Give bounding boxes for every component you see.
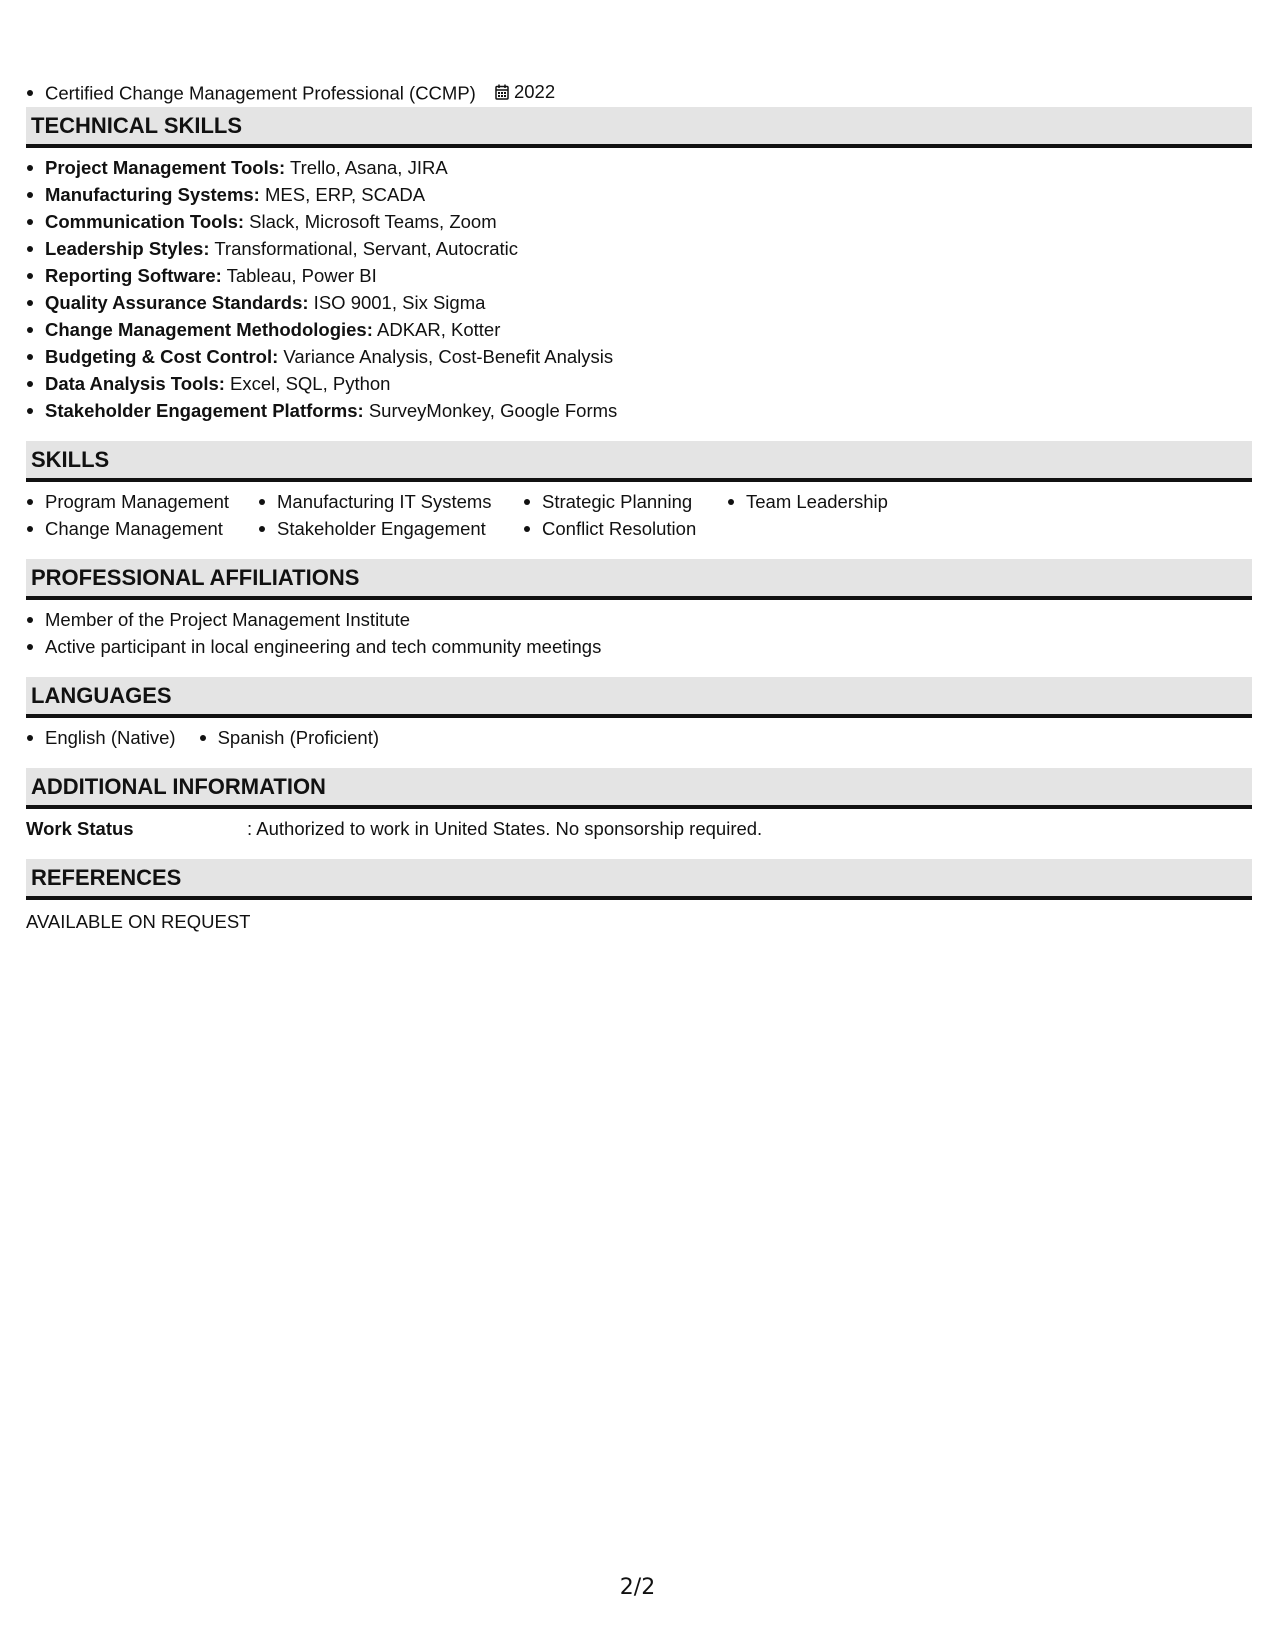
work-status-value: : Authorized to work in United States. No sponsorship required. — [247, 817, 763, 839]
technical-skill-value: Trello, Asana, JIRA — [285, 156, 448, 178]
technical-skill-item — [26, 235, 1252, 262]
certification-date — [495, 78, 555, 105]
languages-section — [26, 677, 1252, 751]
skills-section — [26, 441, 1252, 542]
affiliations-section — [26, 559, 1252, 660]
skill-item: Conflict Resolution — [523, 515, 727, 542]
languages-list — [26, 724, 1252, 751]
technical-skill-label: Change Management Methodologies: — [45, 318, 373, 340]
certification-name: Certified Change Management Professional (CCMP) — [45, 82, 476, 104]
technical-skill-item — [26, 289, 1252, 316]
technical-skill-item — [26, 370, 1252, 397]
technical-skill-label: Manufacturing Systems: — [45, 183, 260, 205]
technical-skill-item — [26, 181, 1252, 208]
affiliation-item: Member of the Project Management Institute — [26, 606, 1252, 633]
technical-skill-label: Project Management Tools: — [45, 156, 286, 178]
technical-skill-item — [26, 262, 1252, 289]
technical-skill-item — [26, 208, 1252, 235]
skills-column — [258, 488, 523, 542]
technical-skill-item — [26, 154, 1252, 181]
skill-item: Strategic Planning — [523, 488, 727, 515]
language-item: Spanish (Proficient) — [199, 724, 379, 751]
skills-heading: SKILLS — [26, 441, 1252, 482]
references-text: AVAILABLE ON REQUEST — [26, 910, 251, 932]
certification-item — [26, 78, 1252, 107]
technical-skill-value: ISO 9001, Six Sigma — [308, 291, 486, 313]
skill-item: Manufacturing IT Systems — [258, 488, 523, 515]
technical-skill-label: Communication Tools: — [45, 210, 245, 232]
references-heading: REFERENCES — [26, 859, 1252, 900]
technical-skill-item — [26, 316, 1252, 343]
technical-skills-section — [26, 107, 1252, 424]
additional-info-heading: ADDITIONAL INFORMATION — [26, 768, 1252, 809]
technical-skill-label: Data Analysis Tools: — [45, 372, 225, 394]
affiliations-list — [26, 606, 1252, 660]
technical-skill-label: Stakeholder Engagement Platforms: — [45, 399, 364, 421]
skills-column — [26, 488, 258, 542]
affiliations-heading: PROFESSIONAL AFFILIATIONS — [26, 559, 1252, 600]
page-number: 2/2 — [619, 1575, 656, 1600]
skills-column — [727, 488, 927, 542]
technical-skill-label: Quality Assurance Standards: — [45, 291, 309, 313]
technical-skill-item — [26, 397, 1252, 424]
work-status-label: Work Status — [26, 817, 134, 839]
skill-item: Change Management — [26, 515, 258, 542]
technical-skill-label: Leadership Styles: — [45, 237, 210, 259]
certification-year: 2022 — [513, 81, 556, 102]
technical-skill-value: MES, ERP, SCADA — [259, 183, 426, 205]
additional-info-section — [26, 768, 1252, 842]
technical-skill-value: SurveyMonkey, Google Forms — [363, 399, 618, 421]
technical-skill-item — [26, 343, 1252, 370]
skills-column — [523, 488, 727, 542]
technical-skill-value: Tableau, Power BI — [221, 264, 377, 286]
technical-skills-list — [26, 154, 1252, 424]
work-status-row — [26, 815, 1252, 842]
language-item: English (Native) — [26, 724, 176, 751]
skills-columns — [26, 488, 1252, 542]
skill-item: Program Management — [26, 488, 258, 515]
languages-heading: LANGUAGES — [26, 677, 1252, 718]
technical-skill-value: Transformational, Servant, Autocratic — [209, 237, 518, 259]
technical-skill-label: Reporting Software: — [45, 264, 222, 286]
skill-item: Team Leadership — [727, 488, 927, 515]
technical-skill-label: Budgeting & Cost Control: — [45, 345, 279, 367]
calendar-icon — [495, 84, 509, 100]
references-section — [26, 859, 1252, 935]
certification-list — [26, 78, 1252, 107]
resume-page — [26, 78, 1252, 952]
technical-skill-value: Excel, SQL, Python — [224, 372, 391, 394]
technical-skill-value: Slack, Microsoft Teams, Zoom — [244, 210, 497, 232]
technical-skills-heading: TECHNICAL SKILLS — [26, 107, 1252, 148]
skill-item: Stakeholder Engagement — [258, 515, 523, 542]
technical-skill-value: Variance Analysis, Cost-Benefit Analysis — [278, 345, 614, 367]
affiliation-item: Active participant in local engineering and tech community meetings — [26, 633, 1252, 660]
technical-skill-value: ADKAR, Kotter — [372, 318, 501, 340]
